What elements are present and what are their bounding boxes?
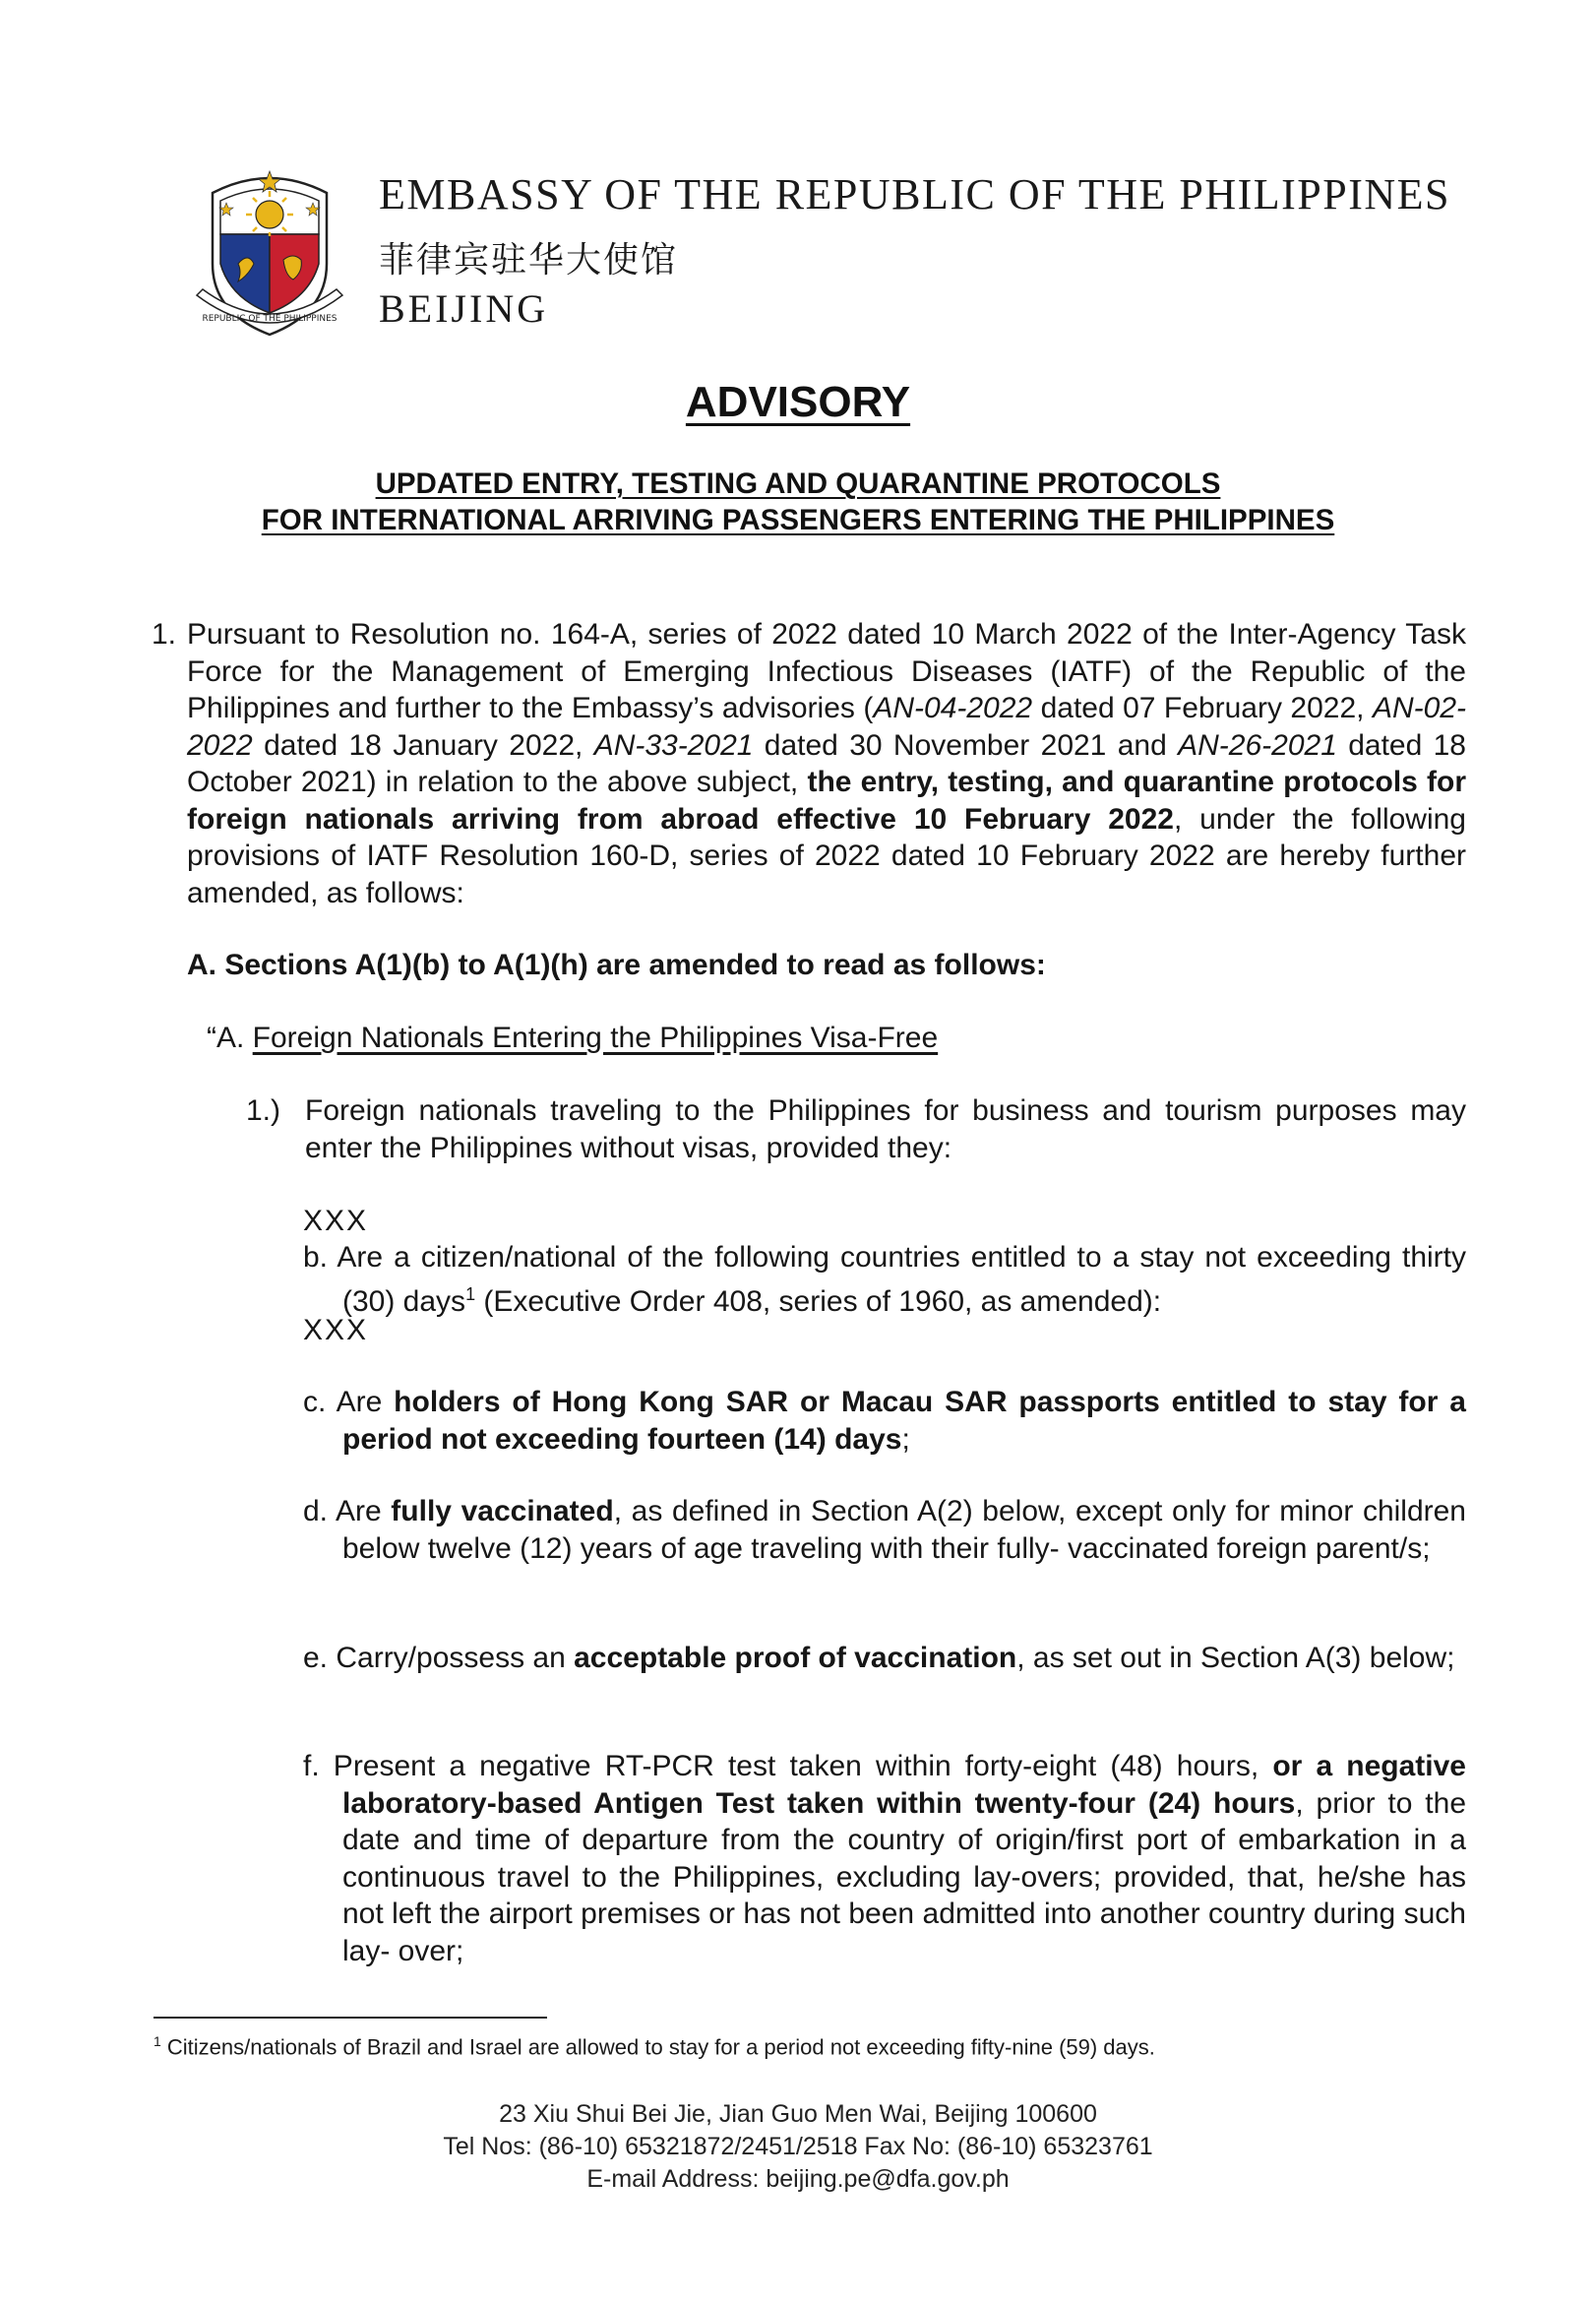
footnote-divider bbox=[153, 2017, 547, 2019]
paragraph-1: Pursuant to Resolution no. 164-A, series of 2022 dated 10 March 2022 of the Inter-Agency Task Force for the Management of Emerging Infectious Diseases (IATF) of the Republic of the Philippines and further to the Embassy’s advisories (AN-04-2022 dated 07 February 2022, AN-02-2022 dated 18 January 2022, AN-33-2021 dated 30 November 2021 and AN-26-2021 dated 18 October 2021) in relation to the above subject, the entry, testing, and quarantine protocols for foreign nationals arriving from abroad effective 10 February 2022, under the following provisions of IATF Resolution 160-D, series of 2022 dated 10 February 2022 are hereby further amended, as follows: bbox=[187, 618, 1466, 909]
xxx-marker-2: XXX bbox=[303, 1314, 369, 1346]
document-title: ADVISORY bbox=[685, 378, 911, 426]
item-1-text: Foreign nationals traveling to the Philippines for business and tourism purposes may enter the Philippines without visas, provided they: bbox=[305, 1094, 1466, 1164]
letterhead-chinese-name: 菲律宾驻华大使馆 bbox=[379, 240, 679, 280]
subtitle-line-2: FOR INTERNATIONAL ARRIVING PASSENGERS ENTERING THE PHILIPPINES bbox=[261, 504, 1335, 536]
item-c: c. Are holders of Hong Kong SAR or Macau SAR passports entitled to stay for a period not exceeding fourteen (14) days; bbox=[303, 1386, 1466, 1456]
xxx-marker-1: XXX bbox=[303, 1205, 369, 1237]
item-1-number: 1.) bbox=[246, 1094, 281, 1127]
item-d: d. Are fully vaccinated, as defined in Section A(2) below, except only for minor children below twelve (12) years of age traveling with their fully- vaccinated foreign parent/s; bbox=[303, 1495, 1466, 1565]
item-e: e. Carry/possess an acceptable proof of vaccination, as set out in Section A(3) below; bbox=[303, 1642, 1455, 1674]
footnote: $^1$ Citizens/nationals of Brazil and Israel are allowed to stay for a period not exceeding fifty-nine (59) days. bbox=[153, 2033, 1155, 2060]
quote-a-heading: “A. Foreign Nationals Entering the Philippines Visa-Free bbox=[207, 1022, 939, 1054]
paragraph-1-number: 1. bbox=[152, 618, 177, 651]
footer-address: 23 Xiu Shui Bei Jie, Jian Guo Men Wai, Beijing 100600 bbox=[499, 2100, 1097, 2128]
subtitle-line-1: UPDATED ENTRY, TESTING AND QUARANTINE PROTOCOLS bbox=[375, 467, 1221, 500]
footer-email: E-mail Address: beijing.pe@dfa.gov.ph bbox=[586, 2165, 1010, 2193]
seal-scroll-text: REPUBLIC OF THE PHILIPPINES bbox=[202, 314, 338, 324]
section-a-heading: A. Sections A(1)(b) to A(1)(h) are amended to read as follows: bbox=[187, 949, 1046, 981]
letterhead-embassy-name: EMBASSY OF THE REPUBLIC OF THE PHILIPPINES bbox=[379, 170, 1451, 218]
philippine-coat-of-arms-icon bbox=[191, 165, 348, 341]
letterhead-city: BEIJING bbox=[379, 286, 549, 331]
item-b: b. Are a citizen/national of the following countries entitled to a stay not exceeding thirty (30) days$^1$ (Executive Order 408, series of 1960, as amended): bbox=[303, 1241, 1466, 1318]
footer-phones: Tel Nos: (86-10) 65321872/2451/2518 Fax No: (86-10) 65323761 bbox=[443, 2133, 1153, 2160]
item-f: f. Present a negative RT-PCR test taken within forty-eight (48) hours, or a negative laboratory-based Antigen Test taken within twenty-four (24) hours, prior to the date and time of departure from the country of origin/first port of embarkation in a continuous travel to the Philippines, excluding lay-overs; provided, that, he/she has not left the airport premises or has not been admitted into another country during such lay- over; bbox=[303, 1750, 1466, 1967]
